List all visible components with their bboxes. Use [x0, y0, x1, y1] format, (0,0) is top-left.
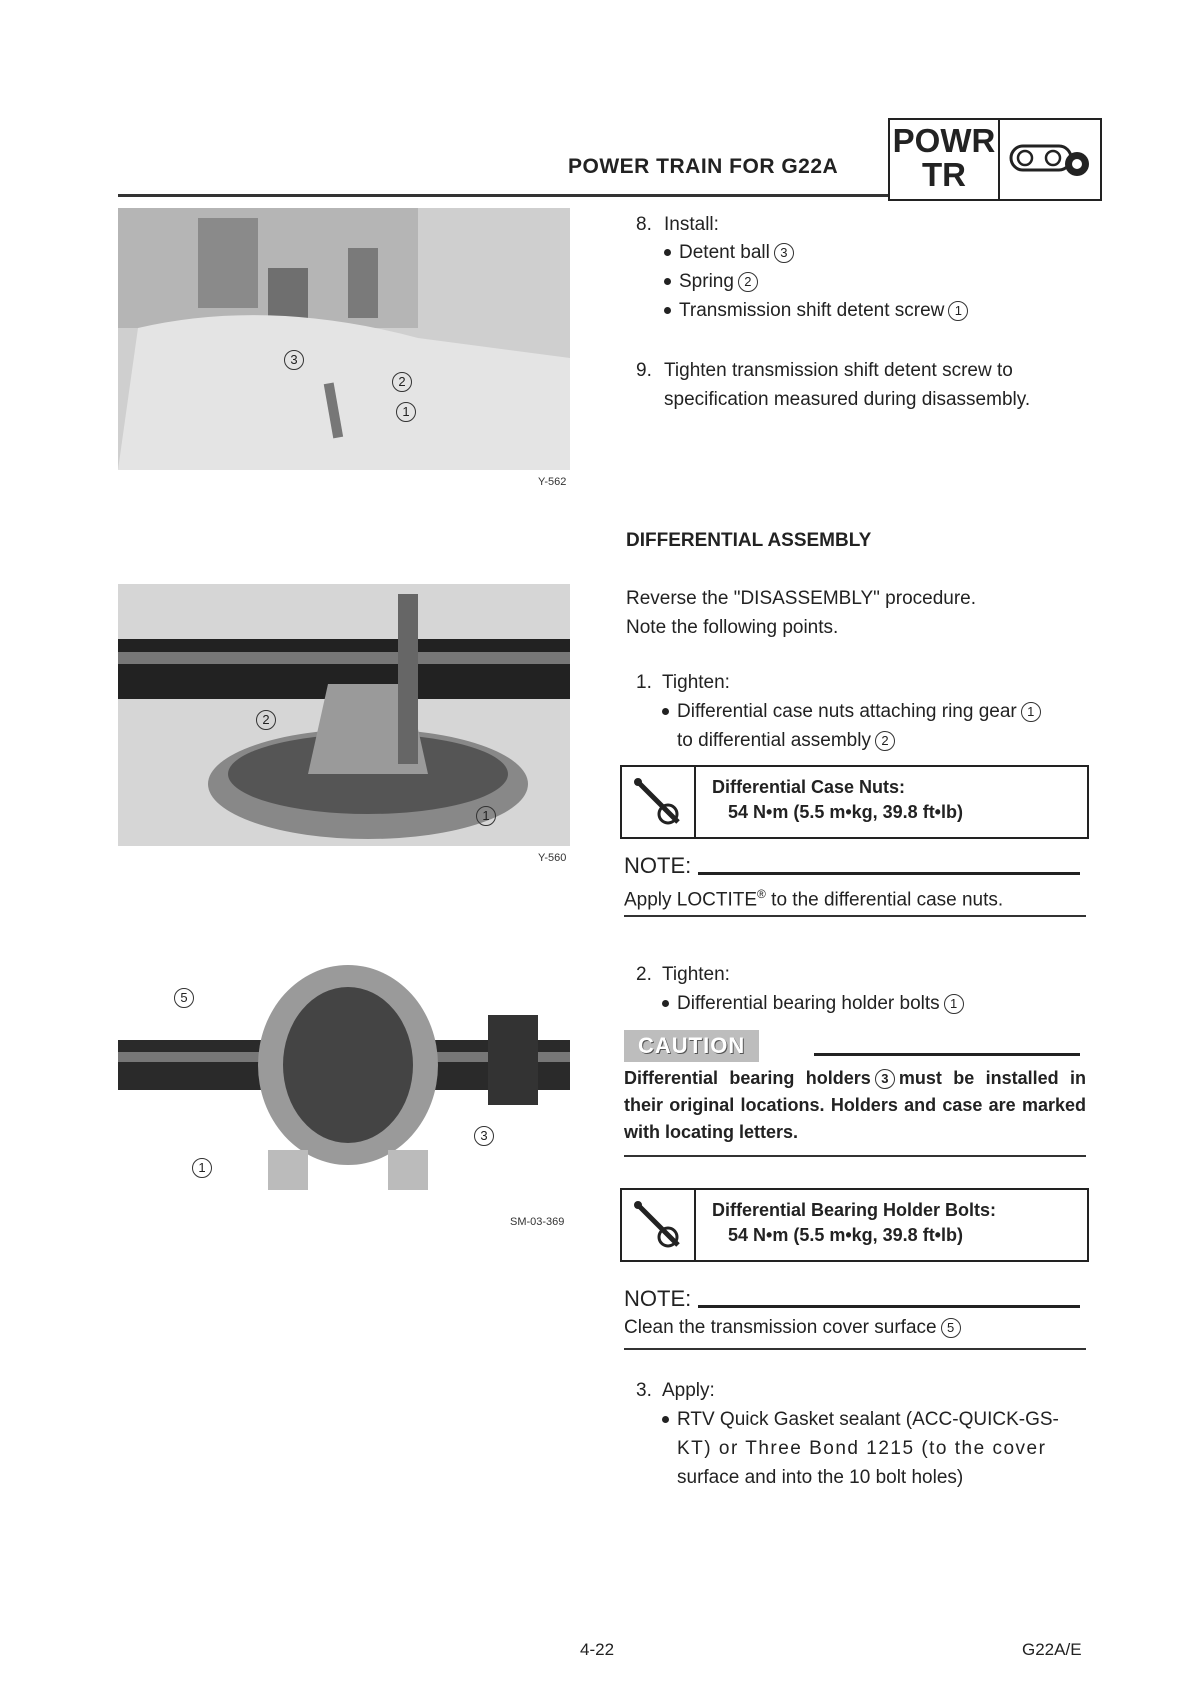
section-code: [890, 120, 1000, 199]
spec-label: Differential Case Nuts:: [712, 777, 906, 797]
step-text-line1: Tighten transmission shift detent screw to: [664, 360, 1013, 381]
spec-value: 54 N•m (5.5 m•kg, 39.8 ft•lb): [728, 802, 963, 822]
item-text: Transmission shift detent screw: [679, 300, 945, 321]
step-number: 8.: [636, 214, 652, 235]
spec-label: Differential Bearing Holder Bolts:: [712, 1200, 997, 1220]
step-label: Apply:: [662, 1380, 715, 1401]
callout-1: 1: [396, 402, 416, 422]
item-text: Spring: [679, 271, 734, 292]
callout-2: 2: [392, 372, 412, 392]
step-number: 9.: [636, 360, 652, 381]
torque-spec-box: [620, 1188, 1089, 1262]
note-ref: 5: [941, 1318, 961, 1338]
section-intro-line1: Reverse the "DISASSEMBLY" procedure.: [626, 588, 977, 609]
section-heading: DIFFERENTIAL ASSEMBLY: [626, 530, 872, 551]
item-text: Differential bearing holder bolts: [677, 993, 940, 1014]
step-number: 2.: [636, 964, 652, 985]
section-code-line1: POWR: [892, 122, 996, 159]
note-end-rule: [624, 1348, 1086, 1350]
list-item-continued: [677, 726, 895, 755]
item-text: Differential case nuts attaching ring gear: [677, 701, 1017, 722]
section-code-line2: TR: [922, 156, 966, 193]
callout-1: 1: [192, 1158, 212, 1178]
item-text: Detent ball: [679, 242, 770, 263]
step-label: Tighten:: [662, 964, 730, 985]
page-title: POWER TRAIN FOR G22A: [568, 155, 839, 178]
step-number: 3.: [636, 1380, 652, 1401]
callout-1: 1: [476, 806, 496, 826]
item-ref: 1: [944, 994, 964, 1014]
caution-ref: 3: [875, 1069, 895, 1089]
caution-end-rule: [624, 1155, 1086, 1157]
list-item: [664, 296, 968, 325]
list-item: [662, 1405, 1059, 1434]
figure-detent-screw: [118, 208, 570, 470]
step-text-line2: specification measured during disassembly.: [664, 389, 1031, 410]
header-rule: [118, 194, 888, 197]
gear-chain-icon: [1000, 120, 1100, 199]
torque-wrench-icon: [622, 1190, 696, 1260]
note-rule: [698, 872, 1080, 875]
list-item-continued: surface and into the 10 bolt holes): [677, 1467, 964, 1488]
spec-value: 54 N•m (5.5 m•kg, 39.8 ft•lb): [728, 1225, 963, 1245]
note-label: NOTE:: [624, 1286, 692, 1311]
section-intro-line2: Note the following points.: [626, 617, 839, 638]
caution-rule: [814, 1053, 1080, 1056]
list-item: [664, 238, 794, 267]
model-code: G22A/E: [1022, 1640, 1082, 1659]
list-item: [662, 697, 1041, 726]
note-end-rule: [624, 915, 1086, 917]
item-ref: 3: [774, 243, 794, 263]
item-text: to differential assembly: [677, 730, 871, 751]
figure-caption: Y-560: [538, 852, 567, 864]
note-label: NOTE:: [624, 853, 692, 878]
list-item: [664, 267, 758, 296]
step-label: Tighten:: [662, 672, 730, 693]
step-number: 1.: [636, 672, 652, 693]
torque-spec-box: [620, 765, 1089, 839]
item-ref: 2: [875, 731, 895, 751]
caution-text: Differential bearing holders 3 must be installed in their original locations. Holders and case are marked with locating letters.: [624, 1068, 1087, 1142]
callout-3: 3: [474, 1126, 494, 1146]
section-badge: [888, 118, 1102, 201]
figure-ring-gear: [118, 584, 570, 846]
note-text: Clean the transmission cover surface 5: [624, 1313, 961, 1342]
torque-wrench-icon: [622, 767, 696, 837]
figure-caption: Y-562: [538, 476, 567, 488]
note-text: Apply LOCTITE® to the differential case nuts.: [624, 887, 1004, 911]
item-text: RTV Quick Gasket sealant (ACC-QUICK-GS-: [677, 1409, 1059, 1430]
list-item-continued: KT) or Three Bond 1215 (to the cover: [677, 1438, 1047, 1459]
callout-2: 2: [256, 710, 276, 730]
callout-3: 3: [284, 350, 304, 370]
item-ref: 1: [1021, 702, 1041, 722]
figure-caption: SM-03-369: [510, 1216, 565, 1228]
item-ref: 2: [738, 272, 758, 292]
step-label: Install:: [664, 214, 719, 235]
callout-5: 5: [174, 988, 194, 1008]
note-rule: [698, 1305, 1080, 1308]
caution-label: CAUTION: [624, 1030, 759, 1062]
page-number: 4-22: [580, 1640, 615, 1659]
item-ref: 1: [948, 301, 968, 321]
list-item: [662, 989, 964, 1018]
